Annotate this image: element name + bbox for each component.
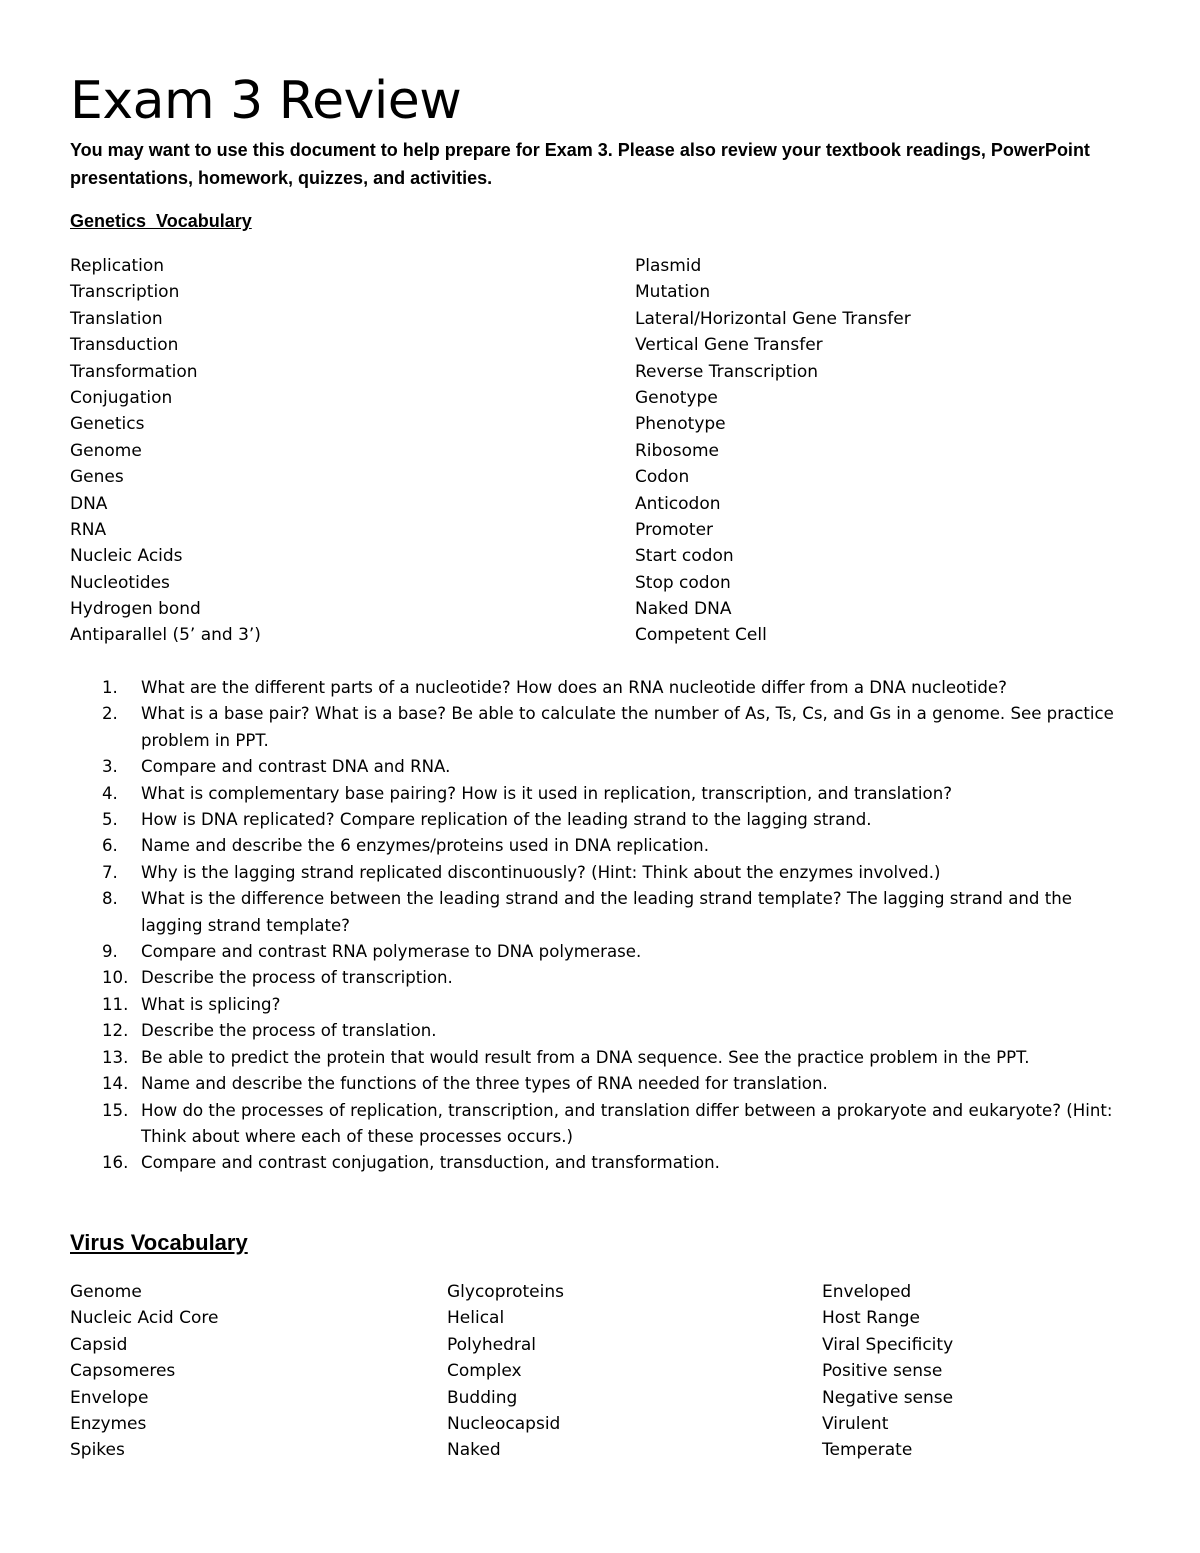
vocab-term: Transcription bbox=[70, 282, 180, 303]
virus-vocab-column-3 bbox=[822, 1279, 953, 1464]
vocab-term: Competent Cell bbox=[635, 625, 767, 646]
vocab-term: Negative sense bbox=[822, 1387, 954, 1408]
question-item bbox=[70, 939, 1130, 965]
vocab-term: Genotype bbox=[635, 387, 718, 408]
vocab-term: Start codon bbox=[635, 546, 734, 567]
vocab-term: Helical bbox=[447, 1308, 505, 1329]
vocab-term: Nucleic Acids bbox=[70, 546, 183, 567]
question-number: 14. bbox=[102, 1074, 129, 1094]
vocab-term: Replication bbox=[70, 256, 165, 276]
question-text: Be able to predict the protein that would result from a DNA sequence. See the practice problem in the PPT. bbox=[141, 1047, 1030, 1067]
intro-paragraph: You may want to use this document to help prepare for Exam 3. Please also review your textbook readings, PowerPoint presentations, homework, quizzes, and activities. bbox=[70, 140, 1090, 188]
question-number: 7. bbox=[102, 862, 118, 882]
page-title: Exam 3 Review bbox=[70, 71, 462, 131]
vocab-term: Naked DNA bbox=[635, 599, 732, 620]
question-item bbox=[70, 701, 1130, 754]
question-text: Name and describe the 6 enzymes/proteins used in DNA replication. bbox=[141, 836, 709, 856]
question-number: 4. bbox=[102, 783, 118, 803]
vocab-term: Naked bbox=[447, 1440, 501, 1461]
genetics-vocab-column-1 bbox=[70, 253, 261, 649]
question-item bbox=[70, 1071, 1130, 1097]
question-item bbox=[70, 886, 1130, 939]
question-text: How is DNA replicated? Compare replication of the leading strand to the lagging strand. bbox=[141, 810, 872, 830]
vocab-term: Host Range bbox=[822, 1308, 920, 1329]
vocab-term: Hydrogen bond bbox=[70, 599, 201, 620]
question-text: What is the difference between the leading strand and the leading strand template? The lagging strand and the lagging strand template? bbox=[141, 889, 1072, 935]
vocab-term: Genome bbox=[70, 1282, 142, 1302]
review-questions-list bbox=[70, 675, 1130, 1177]
vocab-term: Translation bbox=[70, 308, 163, 329]
question-text: What is a base pair? What is a base? Be able to calculate the number of As, Ts, Cs, and Gs in a genome. See practice problem in PPT. bbox=[141, 704, 1114, 750]
vocab-term: DNA bbox=[70, 493, 108, 514]
question-number: 9. bbox=[102, 942, 118, 962]
vocab-term: Envelope bbox=[70, 1387, 149, 1408]
genetics-vocabulary-heading: Genetics Vocabulary bbox=[70, 211, 252, 231]
virus-vocabulary-heading: Virus Vocabulary bbox=[70, 1230, 248, 1255]
vocab-term: Polyhedral bbox=[447, 1334, 536, 1355]
question-number: 12. bbox=[102, 1021, 129, 1041]
vocab-term: Nucleotides bbox=[70, 572, 170, 593]
vocab-term: Enveloped bbox=[822, 1282, 912, 1302]
question-item bbox=[70, 807, 1130, 833]
question-item bbox=[70, 781, 1130, 807]
question-text: What is splicing? bbox=[141, 994, 281, 1014]
question-text: Describe the process of transcription. bbox=[141, 968, 453, 988]
vocab-term: Genes bbox=[70, 467, 124, 488]
vocab-term: Glycoproteins bbox=[447, 1282, 564, 1302]
vocab-term: Enzymes bbox=[70, 1413, 147, 1434]
question-number: 1. bbox=[102, 678, 118, 697]
question-item bbox=[70, 1150, 1130, 1176]
vocab-term: Budding bbox=[447, 1387, 518, 1408]
vocab-term: Anticodon bbox=[635, 493, 721, 514]
vocab-term: Virulent bbox=[822, 1413, 889, 1434]
question-item bbox=[70, 992, 1130, 1018]
question-text: What are the different parts of a nucleotide? How does an RNA nucleotide differ from a DNA nucleotide? bbox=[141, 678, 1007, 697]
vocab-term: Capsid bbox=[70, 1334, 128, 1355]
question-number: 15. bbox=[102, 1100, 129, 1120]
vocab-term: Genome bbox=[70, 440, 142, 461]
virus-vocab-column-2 bbox=[447, 1279, 564, 1464]
vocab-term: Nucleocapsid bbox=[447, 1413, 561, 1434]
vocab-term: Genetics bbox=[70, 414, 145, 435]
vocab-term: Positive sense bbox=[822, 1361, 943, 1382]
question-item bbox=[70, 860, 1130, 886]
vocab-term: Mutation bbox=[635, 282, 711, 303]
vocab-term: Transformation bbox=[70, 361, 198, 382]
vocab-term: Stop codon bbox=[635, 572, 731, 593]
vocab-term: Lateral/Horizontal Gene Transfer bbox=[635, 308, 911, 329]
vocab-term: Phenotype bbox=[635, 414, 726, 435]
question-text: Compare and contrast conjugation, transduction, and transformation. bbox=[141, 1153, 720, 1173]
question-item bbox=[70, 1045, 1130, 1071]
question-number: 6. bbox=[102, 836, 118, 856]
question-item bbox=[70, 754, 1130, 780]
question-item bbox=[70, 833, 1130, 859]
vocab-term: Reverse Transcription bbox=[635, 361, 819, 382]
question-item bbox=[70, 1018, 1130, 1044]
vocab-term: Nucleic Acid Core bbox=[70, 1308, 219, 1329]
vocab-term: Complex bbox=[447, 1361, 522, 1382]
question-item bbox=[70, 1098, 1130, 1151]
vocab-term: Promoter bbox=[635, 519, 714, 540]
question-number: 5. bbox=[102, 810, 118, 830]
question-number: 16. bbox=[102, 1153, 129, 1173]
vocab-term: Codon bbox=[635, 467, 690, 488]
vocab-term: RNA bbox=[70, 519, 107, 540]
question-number: 8. bbox=[102, 889, 118, 909]
question-text: Describe the process of translation. bbox=[141, 1021, 437, 1041]
vocab-term: Conjugation bbox=[70, 387, 173, 408]
vocab-term: Plasmid bbox=[635, 256, 702, 276]
vocab-term: Antiparallel (5’ and 3’) bbox=[70, 625, 261, 646]
vocab-term: Ribosome bbox=[635, 440, 720, 461]
question-text: What is complementary base pairing? How is it used in replication, transcription, and translation? bbox=[141, 783, 953, 803]
question-text: Compare and contrast DNA and RNA. bbox=[141, 757, 451, 777]
vocab-term: Vertical Gene Transfer bbox=[635, 335, 823, 356]
question-text: Name and describe the functions of the three types of RNA needed for translation. bbox=[141, 1074, 828, 1094]
question-text: Why is the lagging strand replicated discontinuously? (Hint: Think about the enzymes involved.) bbox=[141, 862, 941, 882]
vocab-term: Spikes bbox=[70, 1440, 125, 1461]
question-number: 2. bbox=[102, 704, 118, 724]
question-number: 11. bbox=[102, 994, 129, 1014]
question-number: 3. bbox=[102, 757, 118, 777]
virus-vocab-column-1 bbox=[70, 1279, 218, 1464]
question-item bbox=[70, 675, 1130, 701]
question-text: Compare and contrast RNA polymerase to DNA polymerase. bbox=[141, 942, 642, 962]
question-text: How do the processes of replication, transcription, and translation differ between a prokaryote and eukaryote? (Hint: Think about where each of these processes occurs.) bbox=[141, 1100, 1113, 1146]
vocab-term: Transduction bbox=[70, 335, 179, 356]
vocab-term: Capsomeres bbox=[70, 1361, 176, 1382]
question-number: 13. bbox=[102, 1047, 129, 1067]
vocab-term: Temperate bbox=[822, 1440, 913, 1461]
question-number: 10. bbox=[102, 968, 129, 988]
vocab-term: Viral Specificity bbox=[822, 1334, 954, 1355]
genetics-vocab-column-2 bbox=[635, 253, 911, 649]
question-item bbox=[70, 965, 1130, 991]
